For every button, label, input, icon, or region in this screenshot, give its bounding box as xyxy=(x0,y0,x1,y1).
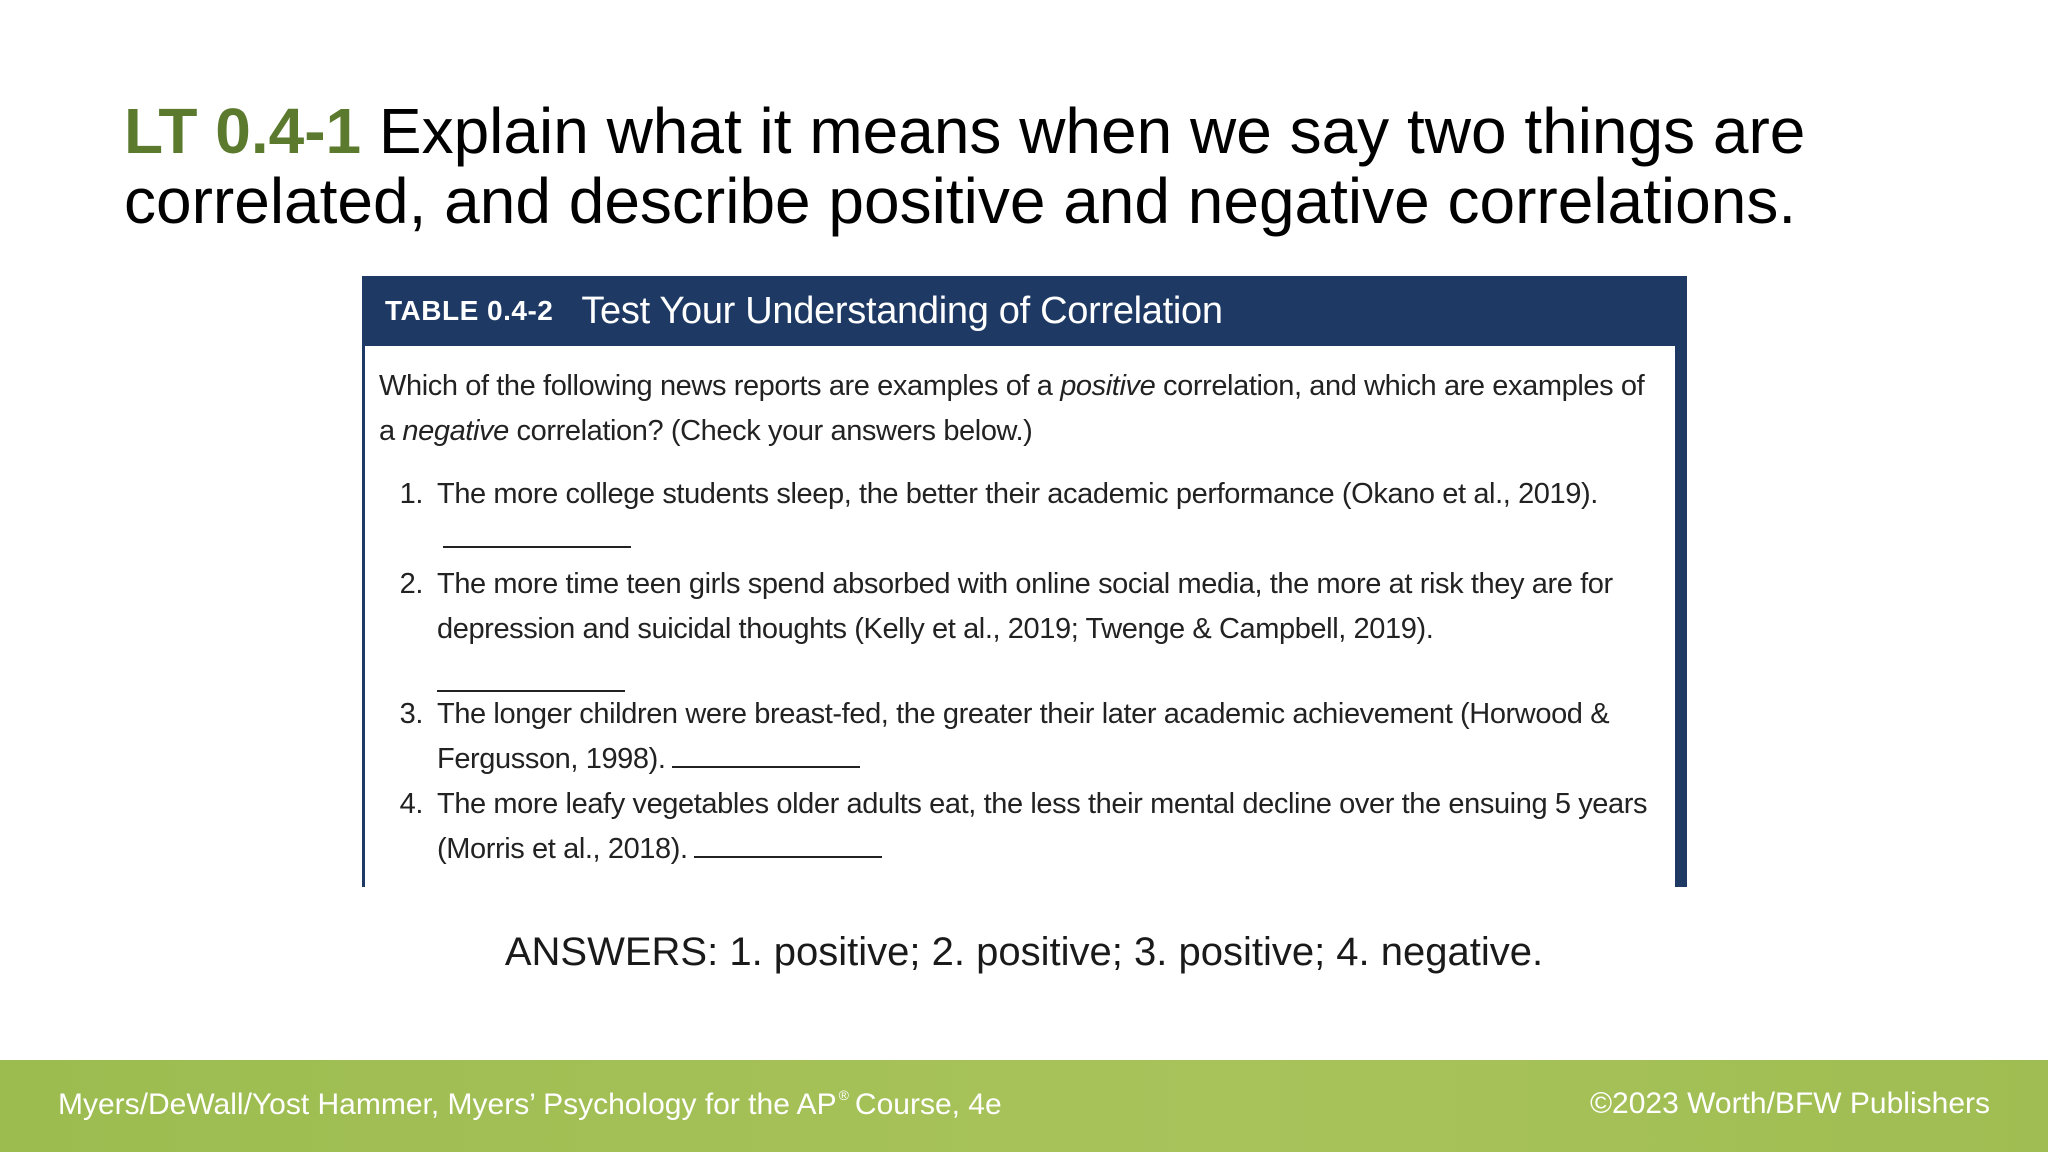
footer-bar xyxy=(0,1060,2048,1152)
learning-target-text: Explain what it means when we say two things are correlated, and describe positive and negative correlations. xyxy=(124,95,1806,237)
item-text: The longer children were breast-fed, the greater their later academic achievement (Horwood & Fergusson, 1998). xyxy=(437,698,1610,775)
registered-mark: ® xyxy=(838,1087,849,1103)
item-number: 3. xyxy=(399,698,423,730)
item-text: The more leafy vegetables older adults eat, the less their mental decline over the ensuing 5 years (Morris et al., 2018). xyxy=(437,788,1648,865)
item-text-wrap xyxy=(437,562,1659,692)
footer-citation-end: Course, 4e xyxy=(854,1088,1002,1121)
slide-title xyxy=(124,96,1964,236)
list-item xyxy=(379,692,1659,782)
item-text-wrap xyxy=(437,692,1659,782)
list-item xyxy=(379,782,1659,872)
item-text-wrap xyxy=(437,472,1659,562)
list-item xyxy=(379,472,1659,562)
answer-blank xyxy=(694,827,882,858)
correlation-table xyxy=(362,276,1687,887)
item-text-wrap xyxy=(437,782,1659,872)
answers-line: ANSWERS: 1. positive; 2. positive; 3. positive; 4. negative. xyxy=(504,930,1544,974)
intro-text-2: correlation, and which are examples of a xyxy=(379,370,1645,447)
answer-blank xyxy=(672,737,860,768)
intro-emphasis-negative: negative xyxy=(402,415,509,447)
table-label: TABLE 0.4-2 xyxy=(385,295,554,326)
table-body xyxy=(365,346,1675,872)
table-title: Test Your Understanding of Correlation xyxy=(581,289,1223,332)
item-number: 2. xyxy=(399,568,423,600)
item-text: The more college students sleep, the better their academic performance (Okano et al., 2019). xyxy=(437,478,1598,510)
answer-blank xyxy=(437,652,625,692)
item-number: 4. xyxy=(399,788,423,820)
intro-emphasis-positive: positive xyxy=(1060,370,1156,402)
item-number: 1. xyxy=(399,478,423,510)
intro-text-3: correlation? (Check your answers below.) xyxy=(508,415,1033,447)
table-header xyxy=(365,276,1675,346)
footer-copyright: ©2023 Worth/BFW Publishers xyxy=(1589,1087,1990,1120)
intro-text-1: Which of the following news reports are examples of a xyxy=(379,370,1061,402)
footer-citation-main: Myers/DeWall/Yost Hammer, Myers’ Psychology for the AP xyxy=(58,1088,837,1121)
table-intro xyxy=(379,364,1659,454)
footer-citation xyxy=(58,1087,1002,1122)
item-text: The more time teen girls spend absorbed with online social media, the more at risk they are for depression and suicidal thoughts (Kelly et al., 2019; Twenge & Campbell, 2019). xyxy=(437,568,1613,645)
list-item xyxy=(379,562,1659,692)
question-list xyxy=(379,472,1659,872)
learning-target-code: LT 0.4-1 xyxy=(124,95,362,167)
answer-blank xyxy=(443,517,631,548)
